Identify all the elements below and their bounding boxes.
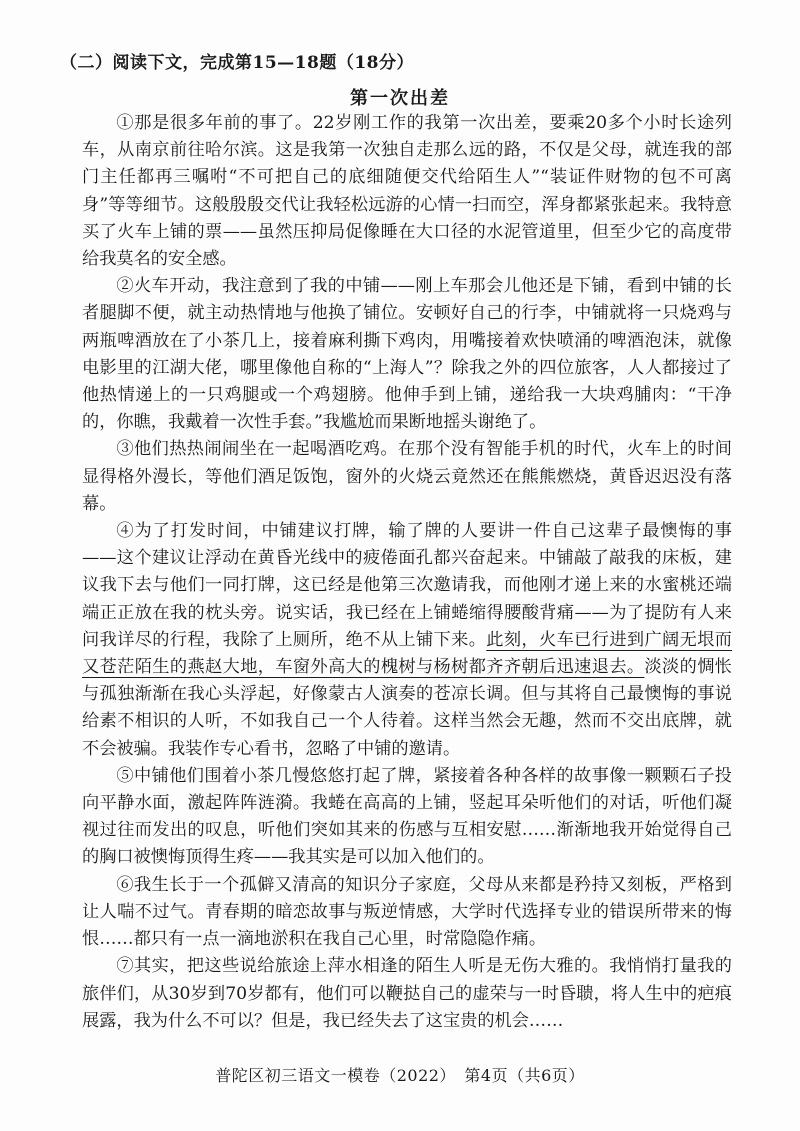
paragraph-3: ③他们热热闹闹坐在一起喝酒吃鸡。在那个没有智能手机的时代，火车上的时间显得格外漫长，等他们酒足饭饱，窗外的火烧云竟然还在熊熊燃烧，黄昏迟迟没有落幕。	[82, 439, 732, 514]
paragraph-5: ⑤中铺他们围着小茶几慢悠悠打起了牌，紧接着各种各样的故事像一颗颗石子投向平静水面，激起阵阵涟漪。我蜷在高高的上铺，竖起耳朵听他们的对话，听他们凝视过往而发出的叹息，听他们突如其来的伤感与互相安慰……渐渐地我开始觉得自己的胸口被懊悔顶得生疼——我其实是可以加入他们的。	[82, 765, 732, 868]
paragraph-1: ①那是很多年前的事了。22岁刚工作的我第一次出差，要乘20多个小时长途列车，从南京前往哈尔滨。这是我第一次独自走那么远的路，不仅是父母，就连我的部门主任都再三嘱咐“不可把自己的底细随便交代给陌生人”“装证件财物的包不可离身”等等细节。这般殷殷交代让我轻松远游的心情一扫而空，浑身都紧张起来。我特意买了火车上铺的票——虽然压抑局促像睡在大口径的水泥管道里，但至少它的高度带给我莫名的安全感。	[82, 113, 732, 270]
paragraph-4-continuation: 淡淡的惆怅与孤独渐渐在我心头浮起，好像蒙古人演奏的苍凉长调。但与其将自己最懊悔的事说给素不相识的人听，不如我自己一个人待着。这样当然会无趣，然而不交出底牌，就不会被骗。我装作专心看书，忽略了中铺的邀请。	[82, 657, 732, 759]
paragraph-6: ⑥我生长于一个孤僻又清高的知识分子家庭，父母从来都是矜持又刻板，严格到让人喘不过气。青春期的暗恋故事与叛逆情感，大学时代选择专业的错误所带来的悔恨……都只有一点一滴地淤积在我自己心里，时常隐隐作痛。	[82, 874, 732, 950]
paragraph-4	[82, 518, 732, 763]
article-body	[82, 110, 732, 1035]
article-title: 第一次出差	[350, 88, 450, 109]
underlined-sentence: 此刻，火车已行进到广阔无垠而又苍茫陌生的燕赵大地，车窗外高大的槐树与杨树都齐齐朝后迅速退去。	[82, 629, 732, 678]
page-footer: 普陀区初三语文一模卷（2022） 第4页（共6页）	[215, 1066, 585, 1085]
paragraph-7: ⑦其实，把这些说给旅途上萍水相逢的陌生人听是无伤大雅的。我悄悄打量我的旅伴们，从30岁到70岁都有，他们可以鞭挞自己的虚荣与一时昏聩，将人生中的疤痕展露，我为什么不可以？但是，我已经失去了这宝贵的机会……	[82, 956, 732, 1031]
section-header: （二）阅读下文，完成第15—18题（18分）	[60, 53, 414, 73]
paragraph-4-text: ④为了打发时间，中铺建议打牌，输了牌的人要讲一件自己这辈子最懊悔的事——这个建议让浮动在黄昏光线中的疲倦面孔都兴奋起来。中铺敲了敲我的床板，建议我下去与他们一同打牌，这已经是他第三次邀请我，而他刚才递上来的水蜜桃还端端正正放在我的枕头旁。说实话，我已经在上铺蜷缩得腰酸背痛——为了提防有人来问我详尽的行程，我除了上厕所，绝不从上铺下来。	[82, 521, 732, 650]
paragraph-2: ②火车开动，我注意到了我的中铺——刚上车那会儿他还是下铺，看到中铺的长者腿脚不便，就主动热情地与他换了铺位。安顿好自己的行李，中铺就将一只烧鸡与两瓶啤酒放在了小茶几上，接着麻利撕下鸡肉，用嘴接着欢快喷涌的啤酒泡沫，就像电影里的江湖大佬，哪里像他自称的“上海人”？除我之外的四位旅客，人人都接过了他热情递上的一只鸡腿或一个鸡翅膀。他伸手到上铺，递给我一大块鸡脯肉：“干净的，你瞧，我戴着一次性手套。”我尴尬而果断地摇头谢绝了。	[82, 276, 732, 433]
